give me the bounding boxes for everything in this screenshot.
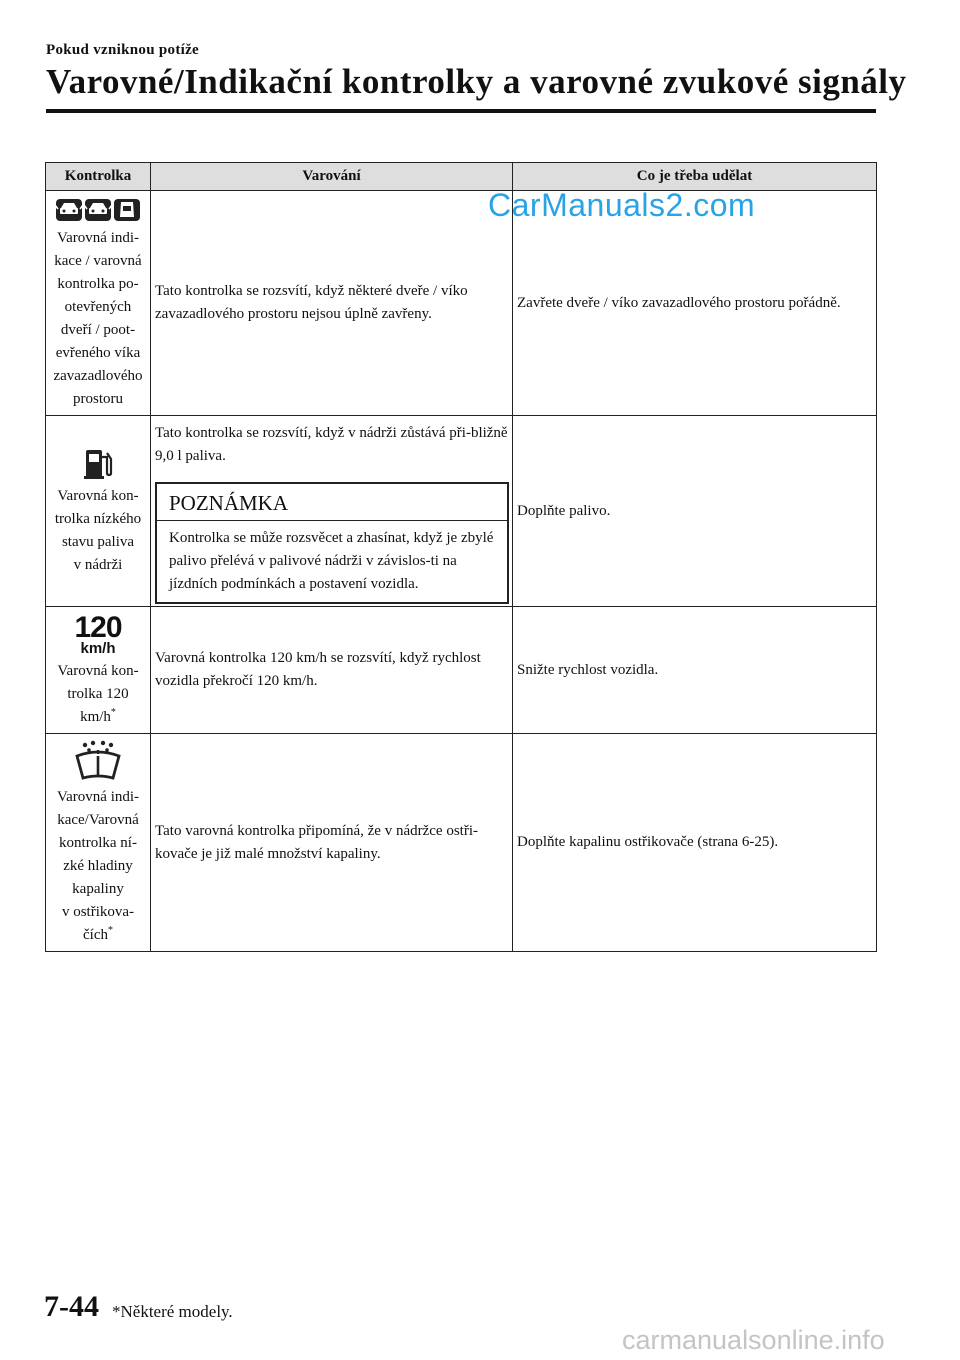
section-title: Pokud vzniknou potíže [46, 42, 200, 58]
footnote-star: * [110, 707, 116, 718]
note-title: POZNÁMKA [157, 484, 507, 521]
warning-cell [151, 191, 513, 416]
action-text: Doplňte palivo. [517, 502, 611, 519]
footnote: *Některé modely. [112, 1302, 233, 1321]
note-text: Kontrolka se může rozsvěcet a zhasínat, když je zbylé palivo přelévá v palivové nádrži v závislos-ti na jízdních podmínkách a postavení vozidla. [169, 530, 494, 592]
page-title: Varovné/Indikační kontrolky a varovné zvukové signály [46, 62, 907, 101]
note-box [155, 482, 509, 604]
indicator-cell [46, 734, 151, 952]
action-text: Zavřete dveře / víko zavazadlového prostoru pořádně. [517, 294, 841, 311]
warning-cell [151, 607, 513, 734]
table-row [46, 734, 877, 952]
action-text: Snižte rychlost vozidla. [517, 661, 659, 678]
column-header-varovani: Varování [151, 163, 513, 191]
warning-text: Tato varovná kontrolka připomíná, že v nádržce ostři-kovače je již malé množství kapaliny. [155, 822, 478, 862]
indicator-label: Varovná kon- trolka 120 km/h* [57, 663, 139, 725]
table-row [46, 191, 877, 416]
speed-120-icon [48, 613, 148, 656]
indicator-cell [46, 607, 151, 734]
action-cell [513, 607, 877, 734]
footnote-star: * [107, 925, 113, 936]
indicator-cell [46, 191, 151, 416]
warning-cell [151, 416, 513, 607]
action-text: Doplňte kapalinu ostřikovače (strana 6-25). [517, 834, 779, 850]
action-cell [513, 734, 877, 952]
fuel-pump-icon [48, 447, 148, 481]
watermark-carmanualsonline: carmanualsonline.info [622, 1325, 885, 1355]
speed-120-unit: km/h [80, 640, 116, 657]
column-header-co-je-treba: Co je třeba udělat [513, 163, 877, 191]
action-cell [513, 191, 877, 416]
speed-120-value: 120 [74, 611, 122, 644]
indicator-label: Varovná indi- kace/Varovná kontrolka ní- zké hladiny kapaliny v ostřikova- čích* [56, 789, 140, 943]
indicator-label: Varovná kon- trolka nízkého stavu paliva v nádrži [54, 488, 142, 573]
warning-text: Varovná kontrolka 120 km/h se rozsvítí, když rychlost vozidla překročí 120 km/h. [155, 650, 481, 689]
table-row [46, 416, 877, 607]
warning-text: Tato kontrolka se rozsvítí, když některé dveře / víko zavazadlového prostoru nejsou úplně zavřeny. [155, 283, 468, 322]
warning-text: Tato kontrolka se rozsvítí, když v nádrži zůstává při-bližně 9,0 l paliva. [155, 425, 508, 464]
washer-fluid-icon [48, 740, 148, 782]
table-row [46, 607, 877, 734]
page-number: 7-44 [44, 1290, 99, 1323]
indicator-cell [46, 416, 151, 607]
indicator-label: Varovná indi- kace / varovná kontrolka po- otevřených dveří / poot- evřeného víka zavazadlového prostoru [53, 230, 143, 407]
action-cell [513, 416, 877, 607]
car-door-open-icon [48, 197, 148, 223]
title-rule [46, 109, 876, 113]
warning-lights-table [45, 162, 877, 952]
warning-cell [151, 734, 513, 952]
column-header-kontrolka: Kontrolka [46, 163, 151, 191]
watermark-carmanuals2: CarManuals2.com [488, 187, 756, 223]
